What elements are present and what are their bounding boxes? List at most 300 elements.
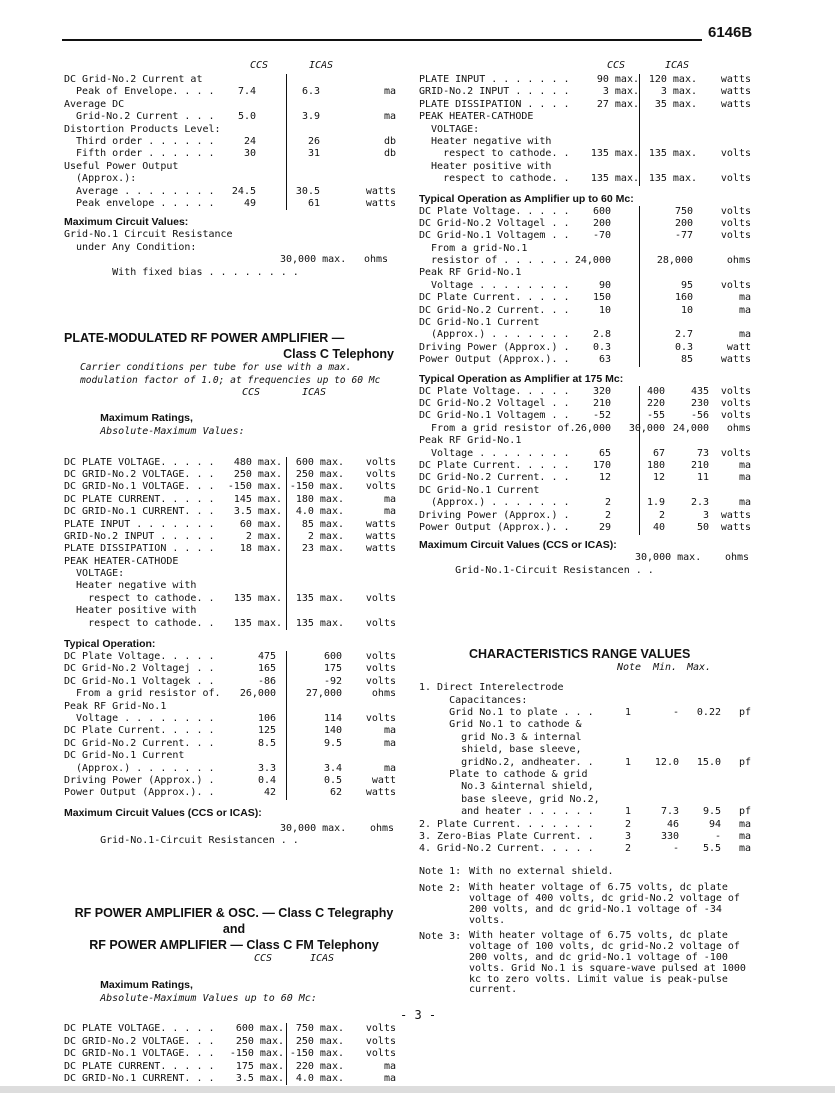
typ175-row-ccs: 29 <box>598 521 611 533</box>
typ175-row <box>419 435 751 447</box>
typ60-heading: Typical Operation as Amplifier up to 60 Mc: <box>419 192 634 205</box>
right-grid-res-unit: ohms <box>725 552 750 564</box>
right-col-heads <box>419 60 751 74</box>
pm-max-circuit-heading: Maximum Circuit Values (CCS or ICAS): <box>64 806 262 819</box>
typ175-row-icas-1: 12 <box>652 472 665 484</box>
r-spec-row <box>419 99 751 111</box>
pm-typ-row-unit: ma <box>383 762 396 774</box>
spec-row-label: Distortion Products Level: <box>64 123 221 135</box>
typ60-row-unit: ma <box>738 292 751 304</box>
pm-max-row <box>64 568 404 580</box>
typ175-row <box>419 497 751 509</box>
typ60-row <box>419 305 751 317</box>
typ175-row-icas-2: 2.3 <box>690 497 709 509</box>
pm-typ-row-ccs: 3.3 <box>257 762 276 774</box>
char-row-label: grid No.3 & internal <box>419 731 582 743</box>
grid-res-line-2: under Any Condition: <box>64 241 197 253</box>
char-row-label: Capacitances: <box>419 694 528 706</box>
r-spec-row <box>419 74 751 86</box>
pm-typ-row-unit: watt <box>371 774 396 786</box>
rf-max-row-label: DC PLATE CURRENT. . . . . <box>64 1060 215 1072</box>
pm-typ-row <box>64 750 404 762</box>
typ175-row <box>419 423 751 435</box>
typ175-row-ccs: -52 <box>592 410 611 422</box>
spec-row <box>64 173 404 185</box>
pm-typ-row <box>64 701 404 713</box>
typ60-row-icas: 2.7 <box>674 329 693 341</box>
rf-title-2: RF POWER AMPLIFIER — Class C FM Telephony <box>89 937 379 952</box>
spec-row-label: Third order . . . . . . <box>64 135 215 147</box>
char-row <box>419 831 751 843</box>
r-spec-row-ccs: 3 max. <box>602 86 639 98</box>
typ60-row <box>419 206 751 218</box>
pm-max-row-unit: watts <box>365 543 396 555</box>
char-row <box>419 719 751 731</box>
typ175-row-ccs: 12 <box>598 472 611 484</box>
typ60-row-label: resistor of . . . . . . <box>419 255 570 267</box>
typ60-row-label: From a grid-No.1 <box>419 242 528 254</box>
spec-row-label: Average . . . . . . . . <box>64 185 215 197</box>
typ175-row <box>419 522 751 534</box>
typ175-row-label: DC Grid-No.2 Voltagel . . <box>419 397 570 409</box>
note-3 <box>419 931 751 996</box>
pm-typ-row-label: Voltage . . . . . . . . <box>64 713 215 724</box>
right-grid-res-label: Grid-No.1-Circuit Resistancen . . <box>455 564 654 576</box>
char-row-label: Grid No.1 to plate . . . <box>419 707 594 719</box>
char-row-note: 1 <box>625 806 632 818</box>
pm-typ-row-icas: 600 <box>323 651 342 663</box>
spec-row-label: Peak of Envelope. . . . <box>64 86 215 98</box>
r-spec-row-label: VOLTAGE: <box>419 123 480 135</box>
typ60-row-unit: watt <box>726 341 751 353</box>
char-row <box>419 806 751 818</box>
note-3-text: With heater voltage of 6.75 volts, dc plate voltage of 100 volts, dc grid-No.2 voltage of 200 volts, and dc grid-No.1 voltage of -100 volts. Grid No.1 is square-wave pulsed at 1000 kc to zero volts. Limit value is peak-pulse current. <box>469 930 746 996</box>
typ60-row-unit: volts <box>720 279 751 291</box>
typ60-row <box>419 255 751 267</box>
char-row <box>419 682 751 694</box>
spec-row <box>64 198 404 210</box>
char-row-label: gridNo.2, andheater. . <box>419 756 594 768</box>
typ175-row-icas-1: 2 <box>658 509 665 521</box>
typ175-row-label: DC Plate Current. . . . . <box>419 459 570 471</box>
typ175-row-unit: volts <box>720 410 751 422</box>
typ175-row-unit: ma <box>738 459 751 471</box>
char-row <box>419 781 751 793</box>
pm-typ-row-label: (Approx.) . . . . . . . <box>64 762 215 774</box>
pm-max-row-icas: 180 max. <box>295 493 344 505</box>
pm-typ-row-unit: volts <box>365 713 396 724</box>
pm-typ-row-unit: ma <box>383 725 396 737</box>
spec-row <box>64 148 404 160</box>
r-spec-row-label: respect to cathode. . <box>419 173 570 185</box>
r-spec-row-ccs: 27 max. <box>596 98 639 110</box>
r-spec-row-unit: volts <box>720 173 751 185</box>
pm-typ-row <box>64 775 404 787</box>
spec-row-label: Fifth order . . . . . . <box>64 148 215 160</box>
typ60-row-unit: volts <box>720 230 751 242</box>
typ60-row-icas: 28,000 <box>656 255 693 267</box>
pm-max-row-icas: 23 max. <box>301 543 344 555</box>
typ175-row-label: Driving Power (Approx.) . <box>419 509 570 521</box>
typ175-row-unit: ma <box>738 472 751 484</box>
typ175-row-icas-2: 435 <box>690 385 709 397</box>
char-row-max: 15.0 <box>696 756 721 768</box>
rf-col-heads <box>64 953 404 967</box>
rf-title-1: RF POWER AMPLIFIER & OSC. — Class C Telegraphy <box>74 905 394 920</box>
typ175-row <box>419 472 751 484</box>
pm-typ-row-label: From a grid resistor of. <box>64 688 221 700</box>
pm-max-row <box>64 618 404 630</box>
rf-ccs-head: CCS <box>254 952 273 964</box>
pm-typ-row-ccs: 475 <box>257 651 276 663</box>
char-row-note: 2 <box>625 818 632 830</box>
typ175-row-label: (Approx.) . . . . . . . <box>419 497 570 509</box>
pm-max-row-icas: 2 max. <box>307 530 344 542</box>
typ60-row-ccs: 150 <box>592 292 611 304</box>
char-row-max: 9.5 <box>702 806 721 818</box>
char-row-min: 330 <box>660 831 679 842</box>
spec-row-icas: 3.9 <box>301 111 320 123</box>
pm-max-row-label: DC PLATE VOLTAGE. . . . . <box>64 456 215 468</box>
pm-max-table <box>64 457 404 630</box>
char-row-note: 3 <box>625 831 632 842</box>
typ60-row <box>419 230 751 242</box>
typ60-row-label: DC Plate Current. . . . . <box>419 292 570 304</box>
typ175-row-unit: watts <box>720 509 751 521</box>
pm-typ-row-ccs: 125 <box>257 725 276 737</box>
char-table <box>419 682 751 855</box>
r-spec-row <box>419 111 751 123</box>
char-row-label: No.3 &internal shield, <box>419 781 594 793</box>
typ175-row-ccs: 26,000 <box>574 422 611 434</box>
char-row <box>419 744 751 756</box>
spec-row <box>64 99 404 111</box>
pm-max-row-label: PEAK HEATER-CATHODE <box>64 555 179 567</box>
typ60-row-ccs: 2.8 <box>592 329 611 341</box>
pm-typ-row-icas: 175 <box>323 663 342 675</box>
typ60-table <box>419 206 751 367</box>
tube-type-header: 6146B <box>708 24 753 41</box>
r-spec-row <box>419 86 751 98</box>
pm-typ-row-unit: ohms <box>371 688 396 700</box>
char-row-label: and heater . . . . . . <box>419 806 594 818</box>
pm-max-row-icas: 250 max. <box>295 468 344 480</box>
rf-max-row-ccs: 250 max. <box>235 1035 284 1047</box>
rf-max-row <box>64 1061 404 1073</box>
max-ratings-label: Maximum Ratings, <box>100 412 193 425</box>
pm-typ-row-ccs: 8.5 <box>257 737 276 749</box>
r-spec-row <box>419 136 751 148</box>
column-divider <box>639 206 640 367</box>
spec-row <box>64 186 404 198</box>
spec-row-unit: ma <box>383 111 396 123</box>
pm-typ-row-label: DC Grid-No.2 Voltagej . . <box>64 663 215 675</box>
rf-max-row <box>64 1023 404 1035</box>
pm-max-row-icas: 85 max. <box>301 518 344 530</box>
char-row-min: 12.0 <box>654 756 679 768</box>
rf-max-row-label: DC GRID-No.2 VOLTAGE. . . <box>64 1035 215 1047</box>
char-row-label: 2. Plate Current. . . . . . . <box>419 818 594 830</box>
typ175-row-icas-1: -55 <box>646 410 665 422</box>
pm-max-row-ccs: 3.5 max. <box>233 506 282 518</box>
char-row-note: 2 <box>625 843 632 855</box>
char-row-max: - <box>714 831 721 842</box>
typ175-row-unit: ohms <box>726 422 751 434</box>
grid-res-value: 30,000 max. <box>280 254 347 266</box>
pm-typ-row-ccs: 42 <box>263 787 276 799</box>
spec-row-icas: 30.5 <box>295 185 320 197</box>
typ175-row <box>419 485 751 497</box>
pm-max-row-ccs: 135 max. <box>233 617 282 629</box>
column-divider <box>639 74 640 186</box>
plate-mod-subtitle: Class C Telephony <box>283 347 394 362</box>
pm-typ-row-ccs: -86 <box>257 675 276 687</box>
pm-max-row-label: DC GRID-No.1 CURRENT. . . <box>64 506 215 518</box>
pm-max-row <box>64 556 404 568</box>
typ175-row-icas-1: 67 <box>652 447 665 459</box>
char-row-unit: ma <box>738 843 751 855</box>
typ175-row <box>419 460 751 472</box>
typ60-row-label: Power Output (Approx.). . <box>419 354 570 366</box>
typ60-row-label: Voltage . . . . . . . . <box>419 279 570 291</box>
right-grid-res-value: 30,000 max. <box>635 552 702 564</box>
grid-res-label: With fixed bias . . . . . . . . <box>100 266 299 278</box>
typ175-row-ccs: 210 <box>592 397 611 409</box>
char-row <box>419 695 751 707</box>
pm-typ-row <box>64 651 404 663</box>
r-spec-row <box>419 173 751 185</box>
spec-row-ccs: 5.0 <box>237 111 256 123</box>
rf-max-row-label: DC GRID-No.1 CURRENT. . . <box>64 1072 215 1084</box>
typ175-row-ccs: 170 <box>592 459 611 471</box>
pm-max-row-ccs: 135 max. <box>233 592 282 604</box>
char-row-label: shield, base sleeve, <box>419 744 582 756</box>
typ175-heading: Typical Operation as Amplifier at 175 Mc: <box>419 372 624 385</box>
typ60-row-label: DC Grid-No.1 Voltagem . . <box>419 230 570 242</box>
spec-row-ccs: 24 <box>243 135 256 147</box>
typ175-row-icas-2: 50 <box>696 521 709 533</box>
pm-typ-row-label: DC Grid-No.1 Current <box>64 750 185 762</box>
column-divider <box>286 1023 287 1085</box>
spec-row-icas: 61 <box>307 197 320 209</box>
pm-icas-head: ICAS <box>302 386 327 398</box>
pm-typ-row <box>64 713 404 725</box>
pm-typ-row-ccs: 26,000 <box>239 688 276 700</box>
char-row-label: 4. Grid-No.2 Current. . . . . <box>419 843 594 855</box>
pm-max-row <box>64 519 404 531</box>
typ60-row-ccs: 63 <box>598 354 611 366</box>
pm-typ-row-icas: -92 <box>323 675 342 687</box>
pm-typ-row-label: DC Grid-No.1 Voltagek . . <box>64 675 215 687</box>
pm-typ-row-unit: watts <box>365 787 396 799</box>
pm-col-heads <box>64 387 404 400</box>
pm-max-row-unit: ma <box>383 493 396 505</box>
rf-max-row-label: DC PLATE VOLTAGE. . . . . <box>64 1023 215 1035</box>
pm-max-row-unit: volts <box>365 592 396 604</box>
note-1 <box>419 866 751 878</box>
pm-max-row-unit: volts <box>365 456 396 468</box>
typ175-row-icas-1: 180 <box>646 459 665 471</box>
icas-head: ICAS <box>309 60 334 71</box>
pm-typ-row <box>64 738 404 750</box>
page-number: - 3 - <box>400 1008 437 1022</box>
pm-typ-row-icas: 3.4 <box>323 762 342 774</box>
spec-row-label: DC Grid-No.2 Current at <box>64 74 203 85</box>
pm-max-row-icas: -150 max. <box>289 481 344 493</box>
char-row <box>419 794 751 806</box>
pm-max-ratings-heading <box>64 400 404 451</box>
ccs-head: CCS <box>250 60 269 71</box>
typ175-row-icas-2: 24,000 <box>672 422 709 434</box>
pm-typ-row-icas: 0.5 <box>323 774 342 786</box>
pm-max-row-label: DC GRID-No.1 VOLTAGE. . . <box>64 481 215 493</box>
pm-max-row <box>64 494 404 506</box>
notes <box>419 866 751 996</box>
pm-max-row-label: VOLTAGE: <box>64 568 125 580</box>
max-ratings-qualifier: Absolute-Maximum Values: <box>100 425 245 437</box>
rf-max-row-label: DC GRID-No.1 VOLTAGE. . . <box>64 1048 215 1060</box>
spec-row-label: Average DC <box>64 98 125 110</box>
r-spec-row-label: GRID-No.2 INPUT . . . . . <box>419 86 570 98</box>
pm-max-row-label: Heater negative with <box>64 580 197 592</box>
char-row-min: - <box>672 707 679 719</box>
pm-max-row <box>64 457 404 469</box>
rf-max-row-icas: 220 max. <box>295 1060 344 1072</box>
pm-typ-row-ccs: 165 <box>257 663 276 675</box>
typ60-row-icas: 160 <box>674 292 693 304</box>
note-1-tag: Note 1: <box>419 865 462 877</box>
typ175-row-unit: volts <box>720 447 751 459</box>
typ175-row <box>419 398 751 410</box>
pm-grid-res <box>64 823 404 885</box>
right-ccs-head: CCS <box>607 60 626 71</box>
typ60-row-label: DC Grid-No.2 Voltagel . . <box>419 217 570 229</box>
typ60-row-icas: 750 <box>674 205 693 217</box>
char-min-head: Min. <box>653 662 678 674</box>
pm-typ-row-label: Driving Power (Approx.) . <box>64 774 215 786</box>
pm-typ-row <box>64 787 404 799</box>
typ60-row-icas: 200 <box>674 217 693 229</box>
spec-row-ccs: 49 <box>243 197 256 209</box>
pm-max-row <box>64 469 404 481</box>
pm-max-row-label: GRID-No.2 INPUT . . . . . <box>64 530 215 542</box>
rf-max-label: Maximum Ratings, <box>100 979 193 992</box>
typ175-row <box>419 448 751 460</box>
typ60-row-unit: ohms <box>726 255 751 267</box>
typ60-row-unit: ma <box>738 329 751 341</box>
column-divider <box>286 74 287 210</box>
typ175-row-ccs: 2 <box>604 497 611 509</box>
typ175-row-label: DC Grid-No.2 Current. . . <box>419 472 570 484</box>
pm-typ-row-unit: ma <box>383 737 396 749</box>
rf-max-row <box>64 1048 404 1060</box>
typ60-row <box>419 317 751 329</box>
spec-row <box>64 124 404 136</box>
rf-max-row-unit: volts <box>365 1035 396 1047</box>
typ175-row <box>419 410 751 422</box>
spec-row-unit: watts <box>365 185 396 197</box>
typ175-row-icas-2: 73 <box>696 447 709 459</box>
pm-max-row-label: PLATE DISSIPATION . . . . <box>64 543 215 555</box>
typ60-row-label: DC Plate Voltage. . . . . <box>419 205 570 217</box>
typ175-row-label: Peak RF Grid-No.1 <box>419 435 522 447</box>
pm-max-row-label: DC GRID-No.2 VOLTAGE. . . <box>64 468 215 480</box>
spec-row-unit: watts <box>365 197 396 209</box>
pm-typ-row-icas: 9.5 <box>323 737 342 749</box>
typ60-row-unit: volts <box>720 217 751 229</box>
pm-max-row-label: PLATE INPUT . . . . . . . <box>64 518 215 530</box>
typ60-row <box>419 329 751 341</box>
spec-row-label: (Approx.): <box>64 173 137 185</box>
pm-max-row <box>64 481 404 493</box>
pm-max-row-ccs: 18 max. <box>239 543 282 555</box>
rf-max-row-unit: volts <box>365 1023 396 1035</box>
char-note-head: Note <box>617 662 642 674</box>
pm-typ-row-icas: 27,000 <box>305 688 342 700</box>
rf-max-row <box>64 1073 404 1085</box>
column-divider <box>286 457 287 630</box>
char-row-unit: pf <box>738 756 751 768</box>
pm-max-row-ccs: 145 max. <box>233 493 282 505</box>
typ175-row-label: DC Grid-No.1 Current <box>419 484 540 496</box>
note-3-tag: Note 3: <box>419 931 462 943</box>
char-row-note: 1 <box>625 756 632 768</box>
typ60-row <box>419 280 751 292</box>
char-row <box>419 769 751 781</box>
typ175-row-icas-2: 210 <box>690 459 709 471</box>
rf-max-row-icas: 250 max. <box>295 1035 344 1047</box>
char-row-label: 1. Direct Interelectrode <box>419 682 564 694</box>
typ60-row-label: (Approx.) . . . . . . . <box>419 329 570 341</box>
char-row <box>419 819 751 831</box>
spec-row-icas: 31 <box>307 148 320 160</box>
note-2 <box>419 883 751 926</box>
typ175-row-icas-2: 11 <box>696 472 709 484</box>
typ175-row-label: Power Output (Approx.). . <box>419 521 570 533</box>
typ175-row-unit: ma <box>738 497 751 509</box>
spec-row <box>64 111 404 123</box>
char-row-unit: ma <box>738 831 751 842</box>
r-spec-row-icas: 35 max. <box>654 98 697 110</box>
typ60-row-icas: 85 <box>680 354 693 366</box>
pm-max-row <box>64 593 404 605</box>
typ60-row-ccs: -70 <box>592 230 611 242</box>
max-circuit-heading: Maximum Circuit Values: <box>64 216 189 229</box>
typ175-row <box>419 386 751 398</box>
pm-max-row-unit: watts <box>365 518 396 530</box>
left-top-table <box>64 74 404 210</box>
pm-max-row <box>64 580 404 592</box>
r-spec-row-icas: 3 max. <box>660 86 697 98</box>
r-spec-row-label: Heater negative with <box>419 135 552 147</box>
pm-typ-row-ccs: 0.4 <box>257 774 276 786</box>
spec-row <box>64 86 404 98</box>
pm-typ-row-icas: 62 <box>329 787 342 799</box>
r-spec-row <box>419 161 751 173</box>
pm-typ-row-ccs: 106 <box>257 713 276 724</box>
rf-max-row-ccs: 600 max. <box>235 1023 284 1035</box>
spec-row-unit: ma <box>383 86 396 98</box>
typ175-row-label: DC Grid-No.1 Voltagem . . <box>419 410 570 422</box>
column-divider <box>639 386 640 535</box>
typ60-row <box>419 342 751 354</box>
pm-typ-row-label: Peak RF Grid-No.1 <box>64 700 167 712</box>
typ60-row-unit: ma <box>738 304 751 316</box>
pm-typ-row <box>64 663 404 675</box>
pm-max-row-ccs: 250 max. <box>233 468 282 480</box>
pm-max-row-icas: 135 max. <box>295 617 344 629</box>
typ175-row <box>419 510 751 522</box>
